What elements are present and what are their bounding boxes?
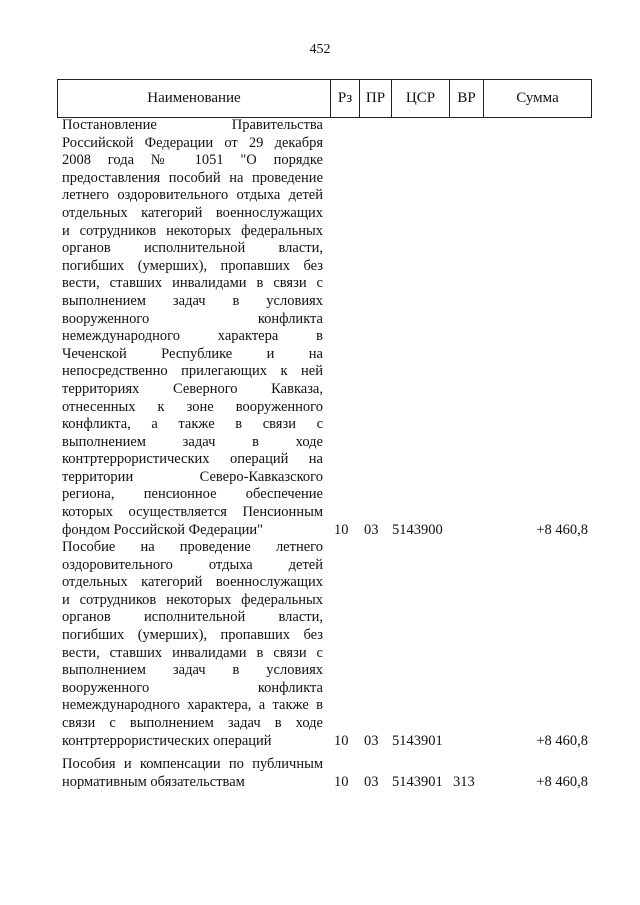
description-line: нормативным обязательствам xyxy=(62,773,245,790)
row-csr: 5143901 xyxy=(392,773,443,790)
row-csr: 5143900 xyxy=(392,521,443,538)
header-pr: ПР xyxy=(360,80,392,118)
description-line: Пособие на проведение летнего xyxy=(62,539,323,555)
description-line: Пособия и компенсации по публичным xyxy=(62,756,323,772)
description-line: выполнением задач в условиях xyxy=(62,662,323,679)
header-csr: ЦСР xyxy=(392,80,450,118)
description-line: и сотрудников некоторых федеральных xyxy=(62,222,323,239)
row-description xyxy=(62,756,323,791)
description-line: которых осуществляется Пенсионным xyxy=(62,504,323,521)
description-line: вооруженного конфликта xyxy=(62,310,323,327)
description-line: региона, пенсионное обеспечение xyxy=(62,486,323,503)
row-description xyxy=(62,539,323,750)
description-line: оздоровительного отдыха детей xyxy=(62,556,323,573)
description-line: немеждународного характера в xyxy=(62,328,323,345)
row-pr: 03 xyxy=(364,773,379,790)
row-vr: 313 xyxy=(453,773,475,790)
description-line: отдельных категорий военнослужащих xyxy=(62,204,323,221)
description-line: территории Северо-Кавказского xyxy=(62,468,323,485)
description-line: вести, ставших инвалидами в связи с xyxy=(62,644,323,661)
description-line: территориях Северного Кавказа, xyxy=(62,380,323,397)
description-line: летнего оздоровительного отдыха детей xyxy=(62,187,323,204)
row-description xyxy=(62,117,323,539)
description-line: отнесенных к зоне вооруженного xyxy=(62,398,323,415)
description-line: органов исполнительной власти, xyxy=(62,609,323,626)
description-line: Российской Федерации от 29 декабря xyxy=(62,134,323,151)
description-line: и сотрудников некоторых федеральных xyxy=(62,591,323,608)
description-line: контртеррористических операций на xyxy=(62,451,323,468)
row-rz: 10 xyxy=(334,773,349,790)
description-line: погибших (умерших), пропавших без xyxy=(62,626,323,643)
description-line: непосредственно прилегающих к ней xyxy=(62,363,323,380)
description-line: Постановление Правительства xyxy=(62,117,323,133)
row-pr: 03 xyxy=(364,732,379,749)
table-header xyxy=(57,79,592,118)
description-line: Чеченской Республике и на xyxy=(62,345,323,362)
page-number: 452 xyxy=(309,42,331,57)
description-line: выполнением задач в ходе xyxy=(62,433,323,450)
description-line: погибших (умерших), пропавших без xyxy=(62,257,323,274)
description-line: контртеррористических операций xyxy=(62,732,272,749)
description-line: выполнением задач в условиях xyxy=(62,292,323,309)
row-rz: 10 xyxy=(334,732,349,749)
row-csr: 5143901 xyxy=(392,732,443,749)
row-sum: +8 460,8 xyxy=(536,521,588,538)
description-line: фондом Российской Федерации" xyxy=(62,521,264,538)
row-sum: +8 460,8 xyxy=(536,732,588,749)
description-line: немеждународного характера, а также в xyxy=(62,697,323,714)
description-line: предоставления пособий на проведение xyxy=(62,169,323,186)
description-line: 2008 года № 1051 "О порядке xyxy=(62,152,323,169)
row-rz: 10 xyxy=(334,521,349,538)
description-line: вооруженного конфликта xyxy=(62,679,323,696)
row-pr: 03 xyxy=(364,521,379,538)
description-line: вести, ставших инвалидами в связи с xyxy=(62,275,323,292)
header-name: Наименование xyxy=(58,80,331,118)
description-line: конфликта, а также в связи с xyxy=(62,416,323,433)
header-rz: Рз xyxy=(331,80,360,118)
header-vr: ВР xyxy=(450,80,484,118)
row-sum: +8 460,8 xyxy=(536,773,588,790)
header-sum: Сумма xyxy=(484,80,592,118)
description-line: органов исполнительной власти, xyxy=(62,240,323,257)
description-line: связи с выполнением задач в ходе xyxy=(62,714,323,731)
description-line: отдельных категорий военнослужащих xyxy=(62,574,323,591)
